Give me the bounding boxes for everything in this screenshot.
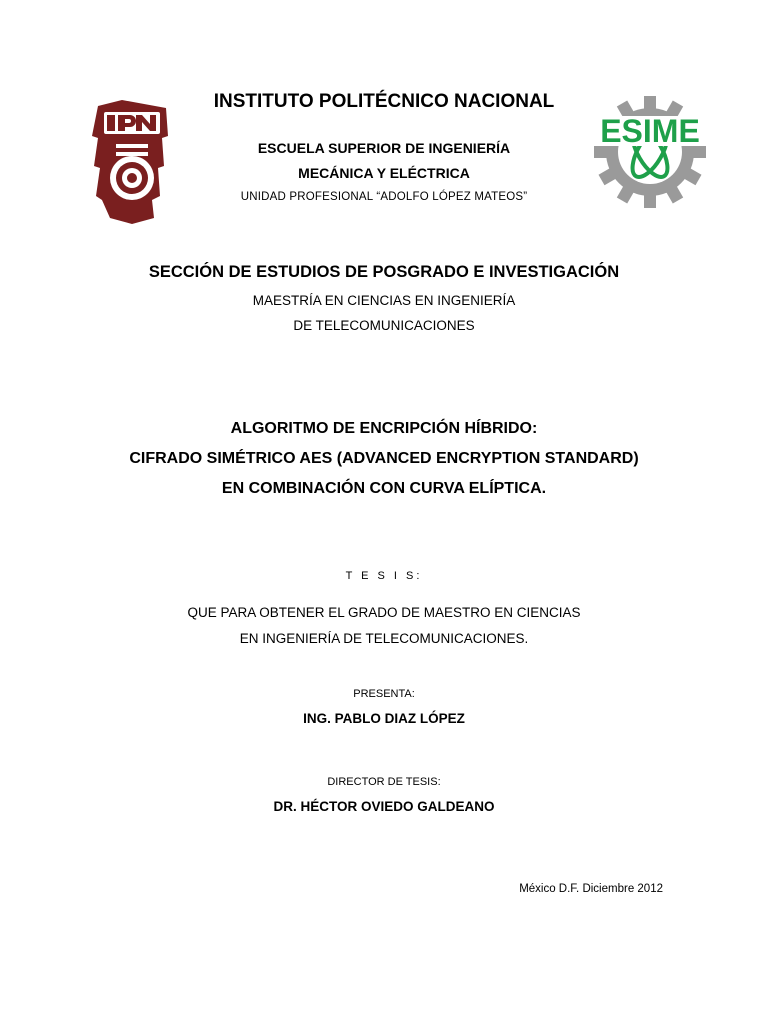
- section-title: SECCIÓN DE ESTUDIOS DE POSGRADO E INVESTIGACIÓN: [148, 263, 620, 281]
- thesis-title-line-2: CIFRADO SIMÉTRICO AES (ADVANCED ENCRYPTION STANDARD): [129, 450, 639, 467]
- presenta-label: PRESENTA:: [353, 688, 415, 700]
- degree-purpose-line-1: QUE PARA OBTENER EL GRADO DE MAESTRO EN CIENCIAS: [187, 605, 581, 620]
- institution-title: INSTITUTO POLITÉCNICO NACIONAL: [213, 91, 555, 112]
- esime-logo-text: ESIME: [600, 113, 700, 149]
- tesis-label: T E S I S:: [345, 570, 423, 582]
- ipn-logo-icon: [92, 96, 172, 226]
- director-label: DIRECTOR DE TESIS:: [327, 776, 441, 788]
- school-line-2: MECÁNICA Y ELÉCTRICA: [298, 165, 470, 181]
- author-name: ING. PABLO DIAZ LÓPEZ: [303, 711, 465, 726]
- thesis-title-line-1: ALGORITMO DE ENCRIPCIÓN HÍBRIDO:: [230, 420, 538, 437]
- unit-name: UNIDAD PROFESIONAL “ADOLFO LÓPEZ MATEOS”: [240, 191, 528, 203]
- program-line-2: DE TELECOMUNICACIONES: [293, 318, 475, 333]
- director-name: DR. HÉCTOR OVIEDO GALDEANO: [273, 799, 495, 814]
- program-line-1: MAESTRÍA EN CIENCIAS EN INGENIERÍA: [252, 293, 516, 308]
- thesis-title-line-3: EN COMBINACIÓN CON CURVA ELÍPTICA.: [221, 480, 547, 497]
- degree-purpose-line-2: EN INGENIERÍA DE TELECOMUNICACIONES.: [239, 631, 529, 646]
- place-date: México D.F. Diciembre 2012: [519, 883, 663, 895]
- school-line-1: ESCUELA SUPERIOR DE INGENIERÍA: [257, 140, 511, 156]
